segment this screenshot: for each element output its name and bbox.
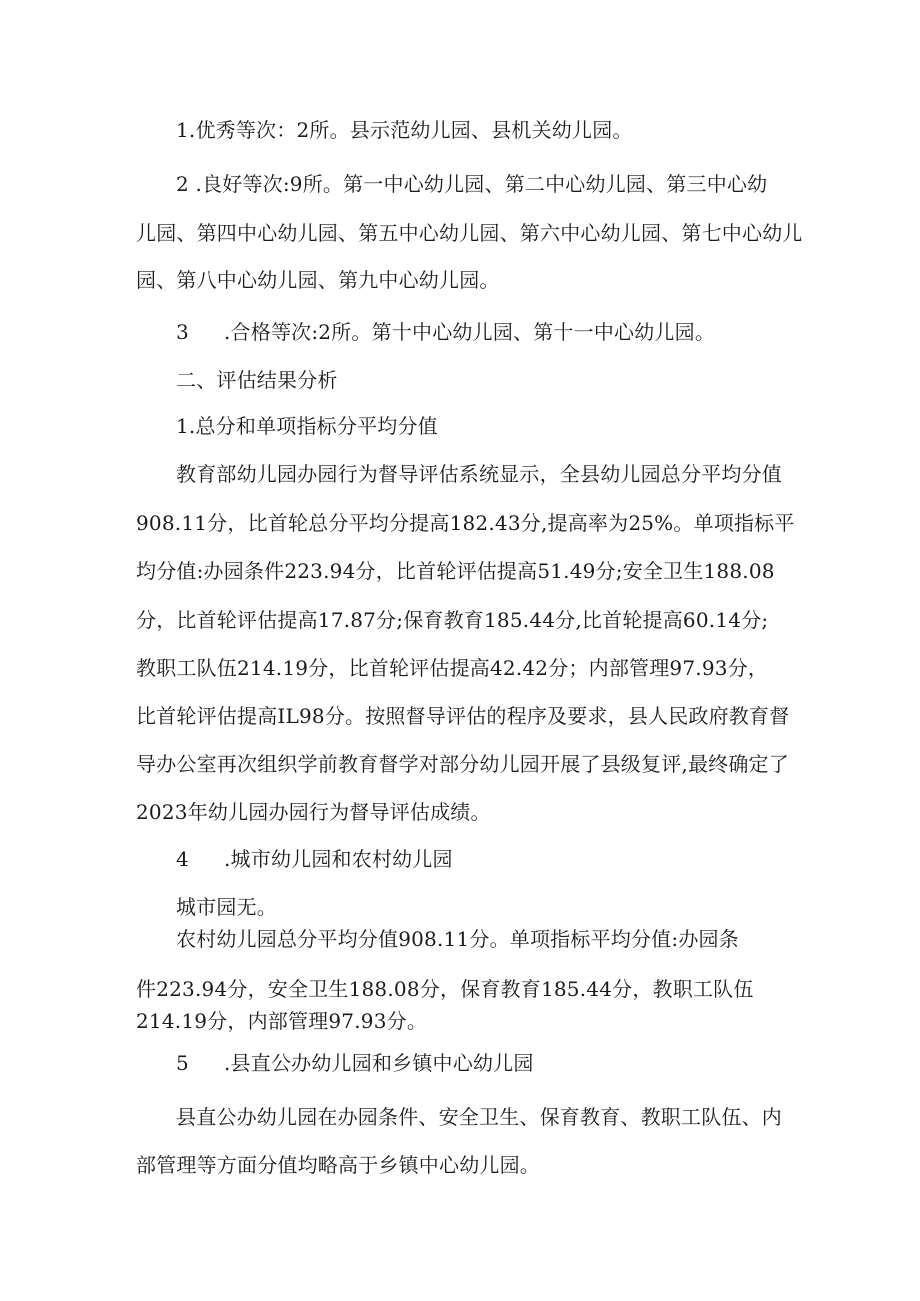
section-heading: 二、评估结果分析 <box>176 368 338 392</box>
item-good-line-1: 2 .良好等次:9所。第一中心幼儿园、第二中心幼儿园、第三中心幼 <box>176 172 768 196</box>
paragraph-line-7: 导办公室再次组织学前教育督学对部分幼儿园开展了县级复评,最终确定了 <box>136 752 789 776</box>
subheading-total-score: 1.总分和单项指标分平均分值 <box>176 414 438 438</box>
paragraph-line-8: 2023年幼儿园办园行为督导评估成绩。 <box>136 800 491 824</box>
item-qualified <box>176 318 836 346</box>
rural-line-3: 214.19分，内部管理97.93分。 <box>136 1009 428 1033</box>
paragraph-line-6: 比首轮评估提高IL98分。按照督导评估的程序及要求，县人民政府教育督 <box>136 704 790 728</box>
item-qualified-text: .合格等次:2所。第十中心幼儿园、第十一中心幼儿园。 <box>224 320 716 344</box>
paragraph-line-2: 908.11分，比首轮总分平均分提高182.43分,提高率为25%。单项指标平 <box>136 511 795 535</box>
subheading-city-rural <box>176 845 836 873</box>
rural-line-1: 农村幼儿园总分平均分值908.11分。单项指标平均分值:办园条 <box>176 927 739 951</box>
subheading-county-township-number: 5 <box>176 1051 189 1075</box>
item-good-line-3: 园、第八中心幼儿园、第九中心幼儿园。 <box>136 268 500 292</box>
city-kindergarten-note: 城市园无。 <box>176 895 277 919</box>
item-excellent: 1.优秀等次：2所。县示范幼儿园、县机关幼儿园。 <box>176 118 633 142</box>
rural-line-2: 件223.94分，安全卫生188.08分，保育教育185.44分，教职工队伍 <box>136 977 754 1001</box>
item-qualified-number: 3 <box>176 320 189 344</box>
item-good-line-2: 儿园、第四中心幼儿园、第五中心幼儿园、第六中心幼儿园、第七中心幼儿 <box>136 221 803 245</box>
county-paragraph-line-2: 部管理等方面分值均略高于乡镇中心幼儿园。 <box>136 1153 540 1177</box>
paragraph-line-1: 教育部幼儿园办园行为督导评估系统显示，全县幼儿园总分平均分值 <box>176 462 782 486</box>
county-paragraph-line-1: 县直公办幼儿园在办园条件、安全卫生、保育教育、教职工队伍、内 <box>176 1105 782 1129</box>
paragraph-line-3: 均分值:办园条件223.94分，比首轮评估提高51.49分;安全卫生188.08 <box>136 559 775 583</box>
paragraph-line-4: 分，比首轮评估提高17.87分;保育教育185.44分,比首轮提高60.14分; <box>136 608 769 632</box>
paragraph-line-5: 教职工队伍214.19分，比首轮评估提高42.42分；内部管理97.93分， <box>136 656 769 680</box>
subheading-county-township <box>176 1049 836 1077</box>
subheading-county-township-text: .县直公办幼儿园和乡镇中心幼儿园 <box>224 1051 534 1075</box>
subheading-city-rural-number: 4 <box>176 847 189 871</box>
subheading-city-rural-text: .城市幼儿园和农村幼儿园 <box>224 847 453 871</box>
